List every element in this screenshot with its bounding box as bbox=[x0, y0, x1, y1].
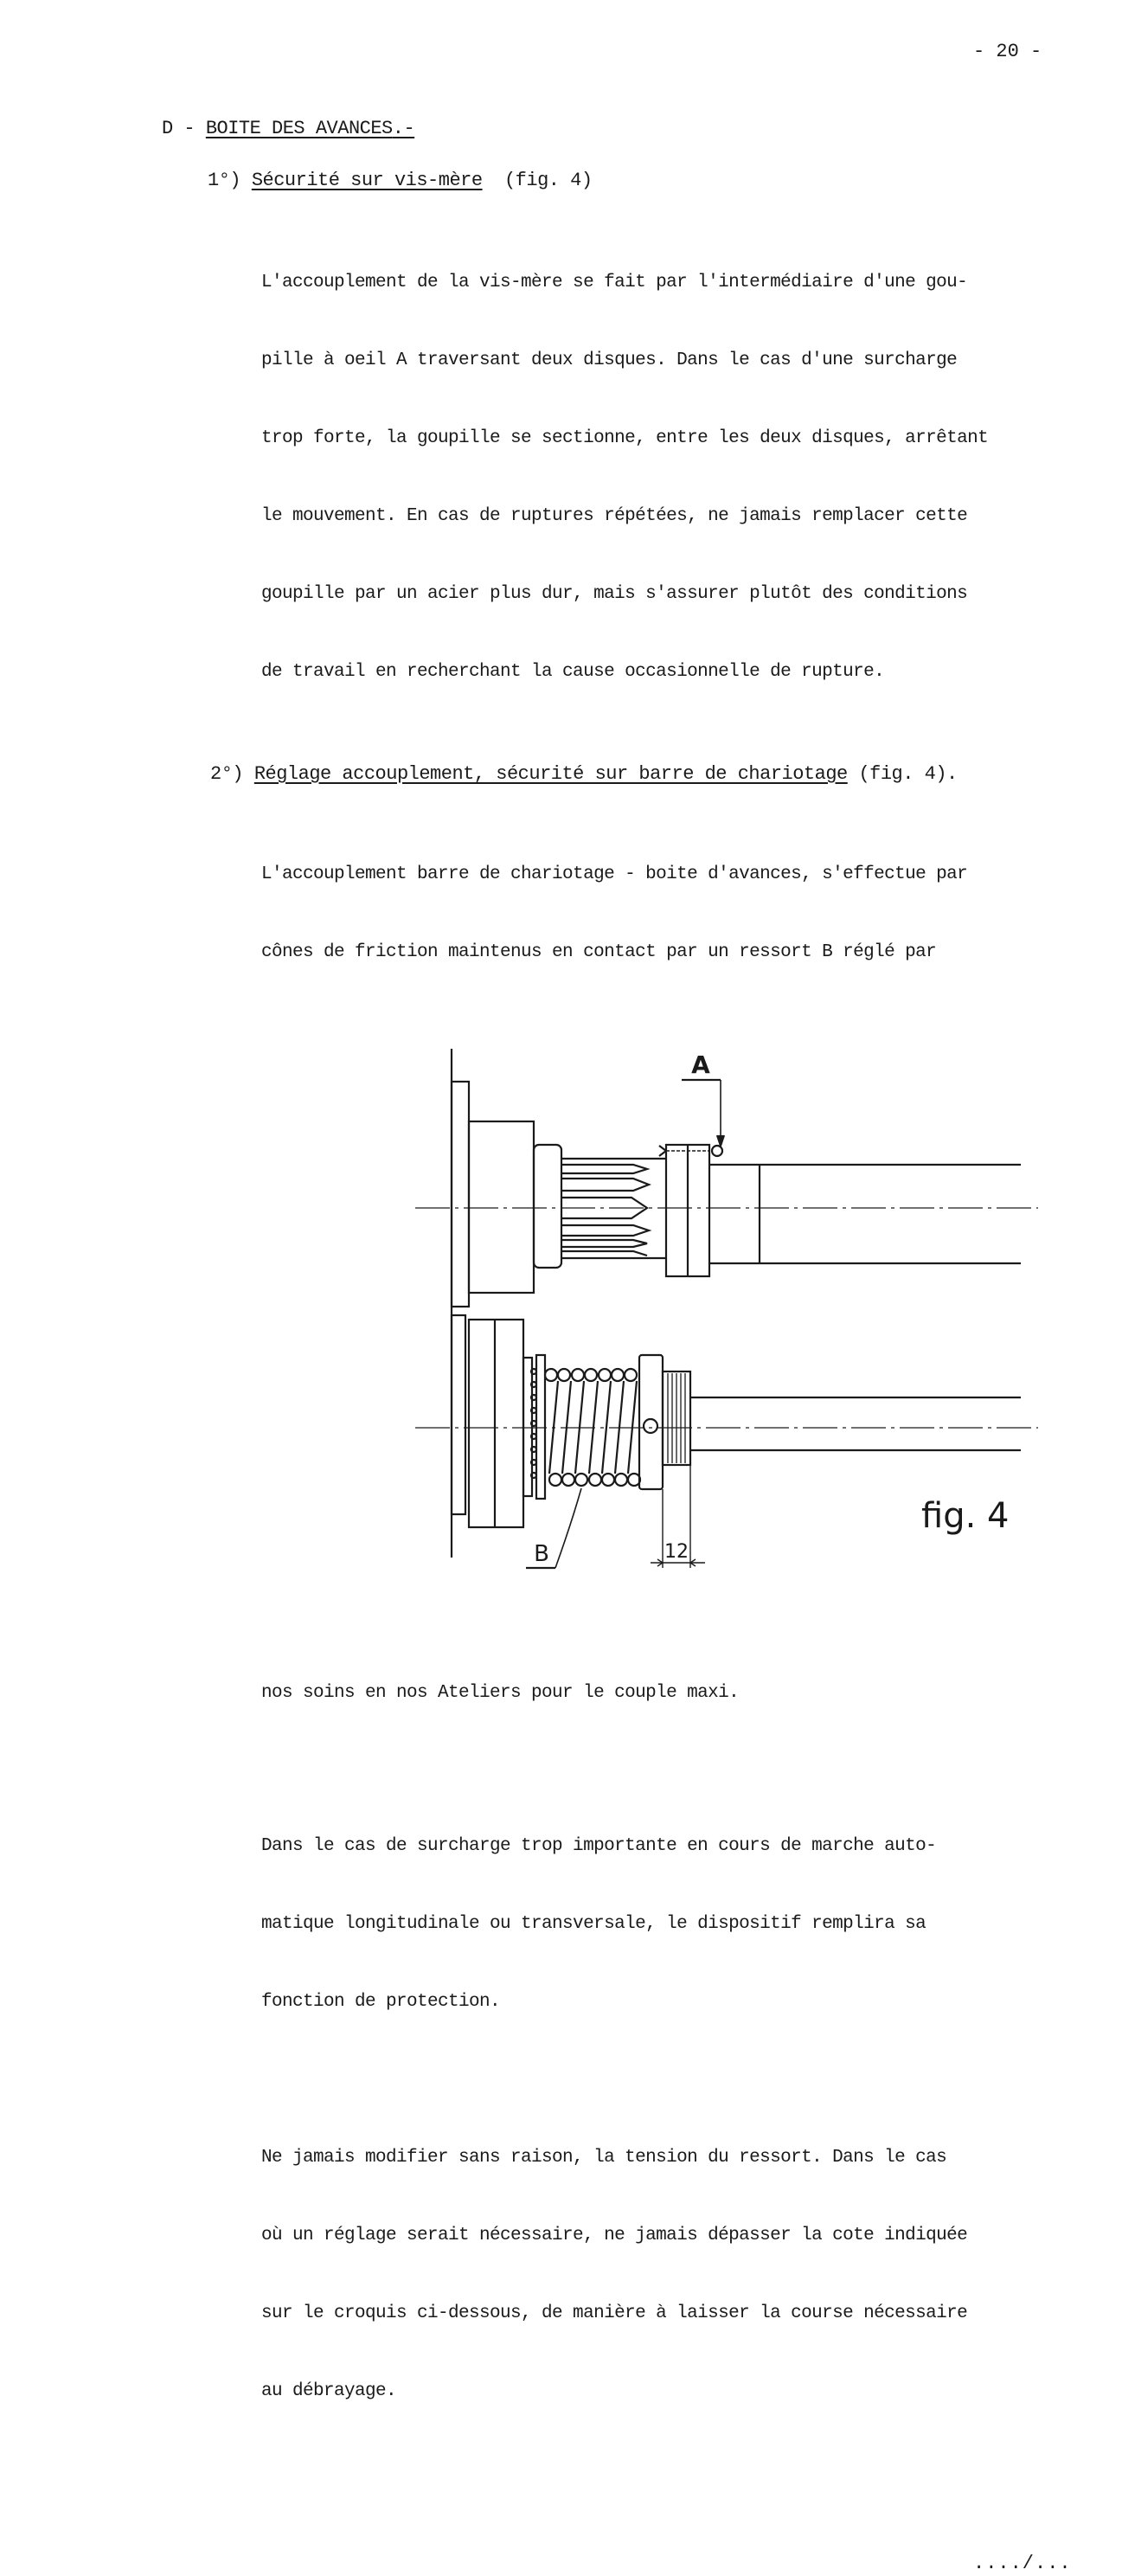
label-b: B bbox=[534, 1541, 549, 1567]
text-line: sur le croquis ci-dessous, de manière à laisser la course nécessaire bbox=[261, 2303, 968, 2323]
subsection-2-heading bbox=[210, 761, 1122, 787]
text-line: matique longitudinale ou transversale, le dispositif remplira sa bbox=[261, 1914, 926, 1934]
figure-4-drawing bbox=[415, 1038, 1038, 1592]
subsection-title: Sécurité sur vis-mère bbox=[251, 170, 483, 191]
section-title-text: BOITE DES AVANCES bbox=[205, 118, 393, 139]
text-line: de travail en recherchant la cause occasionnelle de rupture. bbox=[261, 662, 885, 682]
section-heading bbox=[162, 116, 1122, 142]
spline-teeth bbox=[562, 1165, 649, 1256]
section-title bbox=[206, 118, 414, 139]
centerlines bbox=[415, 1208, 1038, 1428]
subsection-number: 2°) bbox=[210, 763, 244, 785]
figure-ref: (fig. 4) bbox=[503, 170, 593, 191]
section-title-suffix: .- bbox=[392, 118, 415, 139]
text-line: goupille par un acier plus dur, mais s'assurer plutôt des conditions bbox=[261, 584, 968, 604]
thrust-bearing-balls bbox=[531, 1369, 536, 1478]
text-line: nos soins en nos Ateliers pour le couple maxi. bbox=[261, 1683, 740, 1703]
text-line: le mouvement. En cas de ruptures répétées, ne jamais remplacer cette bbox=[261, 506, 968, 526]
text-line: Dans le cas de surcharge trop importante en cours de marche auto- bbox=[261, 1836, 937, 1856]
upper-collar bbox=[534, 1145, 561, 1268]
continuation-paragraph-3 bbox=[261, 2093, 1122, 2457]
figure-4 bbox=[415, 1038, 1038, 1592]
dimension-value: 12 bbox=[664, 1541, 689, 1563]
subsection-1-heading bbox=[208, 168, 1122, 194]
label-a: A bbox=[691, 1050, 710, 1079]
lower-flange bbox=[452, 1315, 465, 1514]
text-line: pille à oeil A traversant deux disques. Dans le cas d'une surcharge bbox=[261, 350, 958, 370]
text-line: trop forte, la goupille se sectionne, entre les deux disques, arrêtant bbox=[261, 428, 989, 448]
thread-lines bbox=[668, 1373, 685, 1463]
continuation-paragraph-2 bbox=[261, 1782, 1122, 2067]
continuation-paragraph-1 bbox=[261, 1628, 1122, 1758]
subsection-1-paragraph bbox=[261, 218, 1122, 737]
page-number: - 20 - bbox=[973, 41, 1042, 62]
figure-caption: fig. 4 bbox=[921, 1496, 1010, 1536]
subsection-number: 1°) bbox=[208, 170, 241, 191]
subsection-title: Réglage accouplement, sécurité sur barre de chariotage bbox=[253, 763, 848, 785]
leader-b bbox=[555, 1488, 581, 1568]
text-line: Ne jamais modifier sans raison, la tension du ressort. Dans le cas bbox=[261, 2148, 947, 2168]
text-line: L'accouplement de la vis-mère se fait par l'intermédiaire d'une gou- bbox=[261, 273, 968, 292]
section-prefix: D - bbox=[162, 118, 206, 139]
nut-pin bbox=[644, 1419, 657, 1433]
subsection-2-paragraph bbox=[261, 810, 1122, 1018]
adjusting-nut bbox=[639, 1355, 663, 1489]
friction-cone bbox=[469, 1320, 523, 1527]
thrust-washer bbox=[536, 1355, 545, 1499]
pin-split-end bbox=[659, 1146, 666, 1156]
text-line: fonction de protection. bbox=[261, 1992, 501, 2012]
text-line: L'accouplement barre de chariotage - boite d'avances, s'effectue par bbox=[261, 864, 968, 884]
text-line: où un réglage serait nécessaire, ne jamais dépasser la cote indiquée bbox=[261, 2226, 968, 2245]
upper-flange bbox=[452, 1082, 469, 1307]
figure-ref: (fig. 4). bbox=[858, 763, 958, 785]
leader-a-arrow bbox=[717, 1135, 724, 1146]
continuation-marker: ..../... bbox=[973, 2553, 1072, 2574]
text-line: cônes de friction maintenus en contact par un ressort B réglé par bbox=[261, 942, 937, 962]
text-line: au débrayage. bbox=[261, 2381, 397, 2401]
upper-hub bbox=[469, 1121, 534, 1293]
